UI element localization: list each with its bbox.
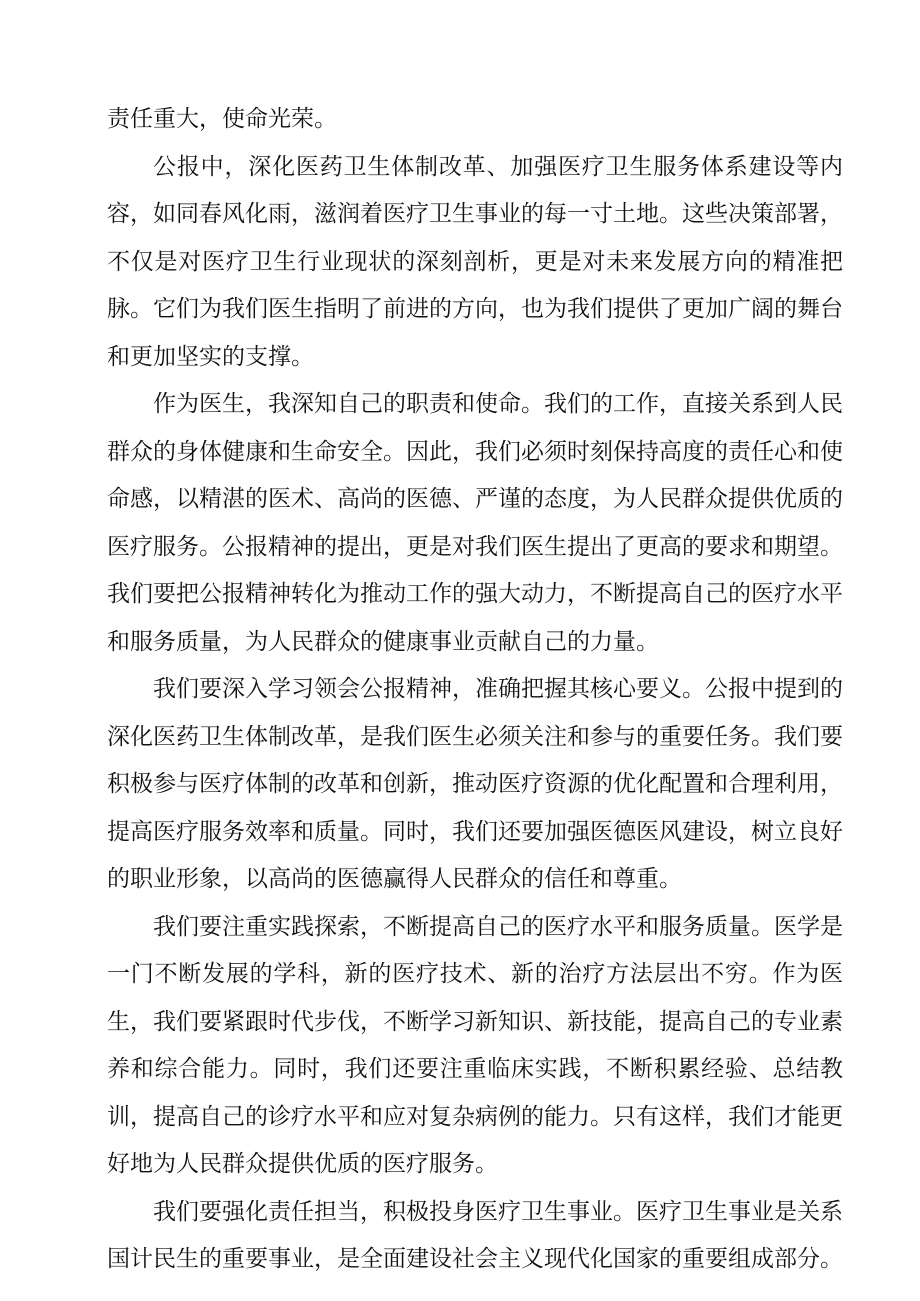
paragraph: 我们要深入学习领会公报精神，准确把握其核心要义。公报中提到的深化医药卫生体制改革，是我们医生必须关注和参与的重要任务。我们要积极参与医疗体制的改革和创新，推动医疗资源的优化配置和合理利用，提高医疗服务效率和质量。同时，我们还要加强医德医风建设，树立良好的职业形象，以高尚的医德赢得人民群众的信任和尊重。 xyxy=(107,676,843,892)
paragraph: 作为医生，我深知自己的职责和使命。我们的工作，直接关系到人民群众的身体健康和生命安全。因此，我们必须时刻保持高度的责任心和使命感，以精湛的医术、高尚的医德、严谨的态度，为人民群众提供优质的医疗服务。公报精神的提出，更是对我们医生提出了更高的要求和期望。我们要把公报精神转化为推动工作的强大动力，不断提高自己的医疗水平和服务质量，为人民群众的健康事业贡献自己的力量。 xyxy=(107,391,843,655)
paragraph: 公报中，深化医药卫生体制改革、加强医疗卫生服务体系建设等内容，如同春风化雨，滋润着医疗卫生事业的每一寸土地。这些决策部署，不仅是对医疗卫生行业现状的深刻剖析，更是对未来发展方向的精准把脉。它们为我们医生指明了前进的方向，也为我们提供了更加广阔的舞台和更加坚实的支撑。 xyxy=(107,153,843,370)
document-body xyxy=(107,96,843,1284)
paragraph: 我们要注重实践探索，不断提高自己的医疗水平和服务质量。医学是一门不断发展的学科，新的医疗技术、新的治疗方法层出不穷。作为医生，我们要紧跟时代步伐，不断学习新知识、新技能，提高自己的专业素养和综合能力。同时，我们还要注重临床实践，不断积累经验、总结教训，提高自己的诊疗水平和应对复杂病例的能力。只有这样，我们才能更好地为人民群众提供优质的医疗服务。 xyxy=(107,913,843,1177)
paragraph-continued: 责任重大，使命光荣。 xyxy=(107,106,337,132)
paragraph: 我们要强化责任担当，积极投身医疗卫生事业。医疗卫生事业是关系国计民生的重要事业，是全面建设社会主义现代化国家的重要组成部分。 xyxy=(107,1198,843,1272)
